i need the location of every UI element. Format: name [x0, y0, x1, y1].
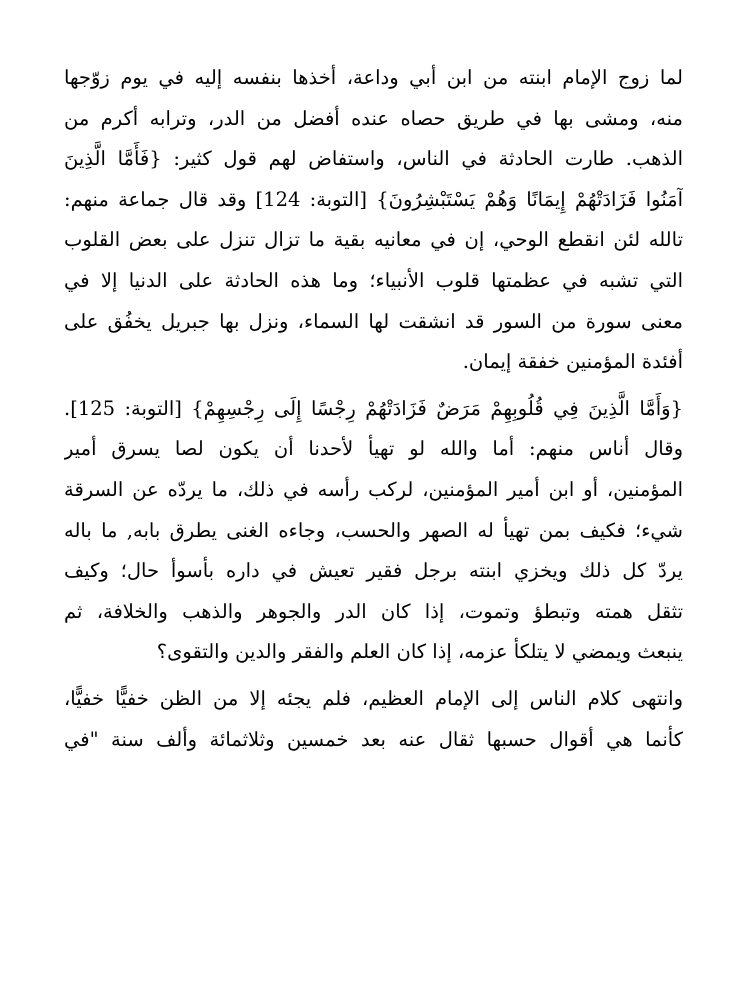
text-line: يردّ كل ذلك ويخزي ابنته برجل فقير تعيش في داره بأسوأ حال؛ وكيف [64, 559, 683, 583]
text-line: معنى سورة من السور قد انشقت لها السماء، ونزل بها جبريل يخفُق على [64, 309, 683, 333]
text-line: تالله لئن انقطع الوحي، إن في معانيه بقية ما تزال تنزل على بعض القلوب [64, 228, 683, 252]
text-line: لما زوج الإمام ابنته من ابن أبي وداعة، أخذها بنفسه إليه في يوم زوّجها [64, 66, 683, 89]
text-line: الذهب. طارت الحادثة في الناس، واستفاض لهم قول كثير: {فَأَمَّا الَّذِينَ [64, 147, 683, 171]
document-page [64, 58, 683, 760]
text-line: وقال أناس منهم: أما والله لو تهيأ لأحدنا أن يكون لصا يسرق أمير [64, 437, 683, 461]
text-line: المؤمنين، أو ابن أمير المؤمنين، لركب رأسه في ذلك، ما يردّه عن السرقة [64, 477, 683, 501]
text-line: وانتهى كلام الناس إلى الإمام العظيم، فلم يجئه إلا من الظن خفيًّا خفيًّا، [64, 686, 683, 710]
paragraph [64, 58, 683, 383]
paragraph [64, 679, 683, 760]
text-line: منه، ومشى بها في طريق حصاه عنده أفضل من الدر، وترابه أكرم من [64, 106, 683, 130]
text-line: تثقل همته وتبطؤ وتموت، إذا كان الدر والجوهر والذهب والخلافة، ثم [64, 599, 683, 623]
paragraph [64, 389, 683, 673]
text-line: ينبعث ويمضي لا يتلكأ عزمه، إذا كان العلم والفقر والدين والتقوى؟ [156, 640, 683, 664]
text-line: أفئدة المؤمنين خفقة إيمان. [462, 350, 683, 374]
text-line: {وَأَمَّا الَّذِينَ فِي قُلُوبِهِمْ مَرَضٌ فَزَادَتْهُمْ رِجْسًا إِلَى رِجْسِهِمْ} [التوبة: 125]. [64, 396, 683, 420]
text-line: التي تشبه في عظمتها قلوب الأنبياء؛ وما هذه الحادثة على الدنيا إلا في [64, 268, 683, 292]
text-line: كأنما هي أقوال حسبها ثقال عنه بعد خمسين وثلاثمائة وألف سنة "في [64, 727, 683, 751]
text-line: شيء؛ فكيف بمن تهيأ له الصهر والحسب، وجاءه الغنى يطرق بابه, ما باله [64, 518, 683, 542]
text-line: آمَنُوا فَزَادَتْهُمْ إِيمَانًا وَهُمْ يَسْتَبْشِرُونَ} [التوبة: 124] وقد قال جماعة منهم: [64, 187, 683, 211]
